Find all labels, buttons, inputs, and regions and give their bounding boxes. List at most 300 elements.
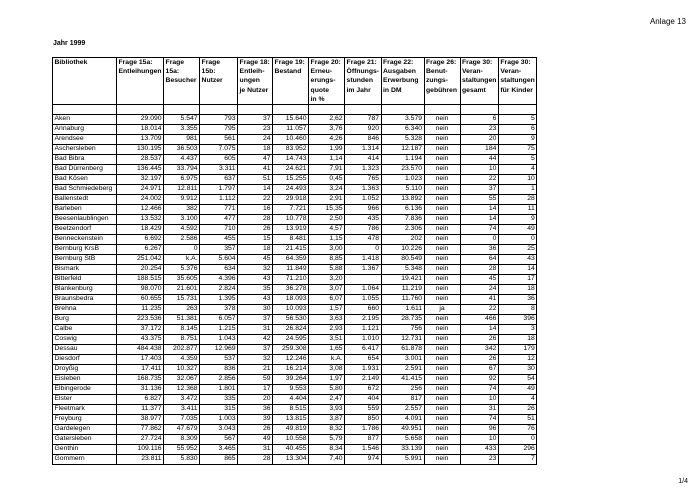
header-line: Entleihungen xyxy=(118,68,162,76)
value-cell: 8,85 xyxy=(309,255,345,265)
value-cell: 18 xyxy=(238,145,273,155)
value-cell: 660 xyxy=(345,305,381,315)
value-cell: 37 xyxy=(238,345,273,355)
value-cell: 15.640 xyxy=(273,115,309,125)
value-cell: 36.278 xyxy=(273,285,309,295)
table-row xyxy=(53,455,537,465)
value-cell: 2.195 xyxy=(345,315,381,325)
value-cell: 12.969 xyxy=(200,345,238,355)
value-cell: 36 xyxy=(498,295,536,305)
table-row xyxy=(53,435,537,445)
header-line: quote xyxy=(310,86,330,94)
value-cell: 836 xyxy=(200,365,238,375)
value-cell: 3,07 xyxy=(309,285,345,295)
library-name-cell: Elbingerode xyxy=(53,385,117,395)
value-cell: 605 xyxy=(200,155,238,165)
table-row xyxy=(53,225,537,235)
value-cell: 27.724 xyxy=(117,435,164,445)
value-cell: 42 xyxy=(238,335,273,345)
table-row xyxy=(53,265,537,275)
value-cell: 16 xyxy=(238,205,273,215)
value-cell: 10.093 xyxy=(273,305,309,315)
table-row xyxy=(53,195,537,205)
value-cell: 202 xyxy=(381,235,424,245)
value-cell: 74 xyxy=(460,415,498,425)
library-name-cell: Annaburg xyxy=(53,125,117,135)
value-cell: 1.064 xyxy=(345,285,381,295)
value-cell: nein xyxy=(424,125,460,135)
library-name-cell: Genthin xyxy=(53,445,117,455)
value-cell: 18 xyxy=(238,245,273,255)
library-name-cell: Braunsbedra xyxy=(53,295,117,305)
value-cell: 2.557 xyxy=(381,405,424,415)
value-cell: 6.057 xyxy=(200,315,238,325)
header-line: Benut- xyxy=(426,68,448,76)
value-cell: 76 xyxy=(498,425,536,435)
value-cell: 4.091 xyxy=(381,415,424,425)
value-cell: 49.819 xyxy=(273,425,309,435)
library-name-cell: Gommern xyxy=(53,455,117,465)
value-cell: nein xyxy=(424,395,460,405)
value-cell: 30 xyxy=(238,305,273,315)
value-cell: 10 xyxy=(460,395,498,405)
library-name-cell: Gardelegen xyxy=(53,425,117,435)
column-header xyxy=(460,58,498,105)
value-cell: 435 xyxy=(345,215,381,225)
value-cell: 2,47 xyxy=(309,395,345,405)
value-cell: 433 xyxy=(460,445,498,455)
value-cell: 15 xyxy=(238,235,273,245)
value-cell: 51 xyxy=(238,175,273,185)
value-cell: 654 xyxy=(345,355,381,365)
table-row xyxy=(53,325,537,335)
table-row xyxy=(53,185,537,195)
value-cell: nein xyxy=(424,135,460,145)
value-cell: 1.611 xyxy=(381,305,424,315)
header-line: Veran- xyxy=(462,68,483,76)
value-cell: 1.931 xyxy=(345,365,381,375)
value-cell: 5.658 xyxy=(381,435,424,445)
header-line: Bestand xyxy=(274,68,302,76)
value-cell: nein xyxy=(424,335,460,345)
value-cell: 26 xyxy=(460,335,498,345)
library-name-cell: Beesenlaublingen xyxy=(53,215,117,225)
header-line: Öffnungs- xyxy=(346,68,380,76)
value-cell: 23 xyxy=(460,455,498,465)
value-cell: nein xyxy=(424,425,460,435)
value-cell: 24 xyxy=(238,135,273,145)
value-cell: 32 xyxy=(238,265,273,275)
value-cell: 13.892 xyxy=(381,195,424,205)
value-cell: 21 xyxy=(238,365,273,375)
value-cell: 168.735 xyxy=(117,375,164,385)
value-cell: 223.536 xyxy=(117,315,164,325)
value-cell: 7.075 xyxy=(200,145,238,155)
value-cell: 6,07 xyxy=(309,295,345,305)
value-cell: 2.856 xyxy=(200,375,238,385)
value-cell: 77.862 xyxy=(117,425,164,435)
value-cell: 41 xyxy=(238,165,273,175)
value-cell: 13.815 xyxy=(273,415,309,425)
value-cell: 188.515 xyxy=(117,275,164,285)
value-cell: nein xyxy=(424,295,460,305)
value-cell: 49.951 xyxy=(381,425,424,435)
value-cell: 29.090 xyxy=(117,115,164,125)
value-cell: 793 xyxy=(200,115,238,125)
value-cell: 2.824 xyxy=(200,285,238,295)
value-cell: 466 xyxy=(460,315,498,325)
value-cell: 59 xyxy=(238,375,273,385)
value-cell: 14 xyxy=(460,325,498,335)
value-cell: 37 xyxy=(238,115,273,125)
value-cell: 404 xyxy=(345,395,381,405)
library-name-cell: Diesdorf xyxy=(53,355,117,365)
value-cell: nein xyxy=(424,145,460,155)
value-cell: 24.621 xyxy=(273,165,309,175)
value-cell: 4 xyxy=(498,395,536,405)
value-cell: 3,87 xyxy=(309,415,345,425)
value-cell: 455 xyxy=(200,235,238,245)
value-cell: 0 xyxy=(460,235,498,245)
value-cell: 5,79 xyxy=(309,435,345,445)
value-cell: 22 xyxy=(460,175,498,185)
value-cell: 26 xyxy=(238,225,273,235)
value-cell: 0 xyxy=(345,245,381,255)
value-cell: 3,20 xyxy=(309,275,345,285)
value-cell: 12.187 xyxy=(381,145,424,155)
value-cell: 1.323 xyxy=(345,165,381,175)
value-cell: 37.172 xyxy=(117,325,164,335)
value-cell: 24.971 xyxy=(117,185,164,195)
value-cell: 3,93 xyxy=(309,405,345,415)
value-cell: 29.918 xyxy=(273,195,309,205)
value-cell: 47 xyxy=(238,155,273,165)
value-cell: 3.465 xyxy=(200,445,238,455)
value-cell: 1,15 xyxy=(309,235,345,245)
value-cell: 49 xyxy=(238,435,273,445)
table-row xyxy=(53,145,537,155)
header-line: Erneu- xyxy=(310,68,333,76)
value-cell: 44 xyxy=(460,155,498,165)
table-row xyxy=(53,305,537,315)
value-cell: 5.376 xyxy=(164,265,200,275)
value-cell: 710 xyxy=(200,225,238,235)
value-cell: 1.112 xyxy=(200,195,238,205)
table-row xyxy=(53,335,537,345)
value-cell: nein xyxy=(424,325,460,335)
value-cell: 13.919 xyxy=(273,225,309,235)
value-cell: nein xyxy=(424,285,460,295)
value-cell: 31.136 xyxy=(117,385,164,395)
header-line: zungs- xyxy=(426,77,448,85)
header-line: gesamt xyxy=(462,86,486,94)
library-name-cell: Bismark xyxy=(53,265,117,275)
value-cell: 35.605 xyxy=(164,275,200,285)
library-name-cell: Aschersleben xyxy=(53,145,117,155)
table-row xyxy=(53,355,537,365)
value-cell: 1.314 xyxy=(345,145,381,155)
value-cell: nein xyxy=(424,445,460,455)
value-cell: 559 xyxy=(345,405,381,415)
table-row xyxy=(53,115,537,125)
value-cell: 17 xyxy=(498,275,536,285)
value-cell: 11.057 xyxy=(273,125,309,135)
value-cell: 1,97 xyxy=(309,375,345,385)
value-cell: 5.991 xyxy=(381,455,424,465)
header-line: Frage 20: xyxy=(310,59,341,66)
value-cell: nein xyxy=(424,165,460,175)
library-name-cell: Brehna xyxy=(53,305,117,315)
value-cell: 31 xyxy=(238,325,273,335)
library-name-cell: Bad Kösen xyxy=(53,175,117,185)
value-cell: 1,65 xyxy=(309,345,345,355)
value-cell: 335 xyxy=(200,395,238,405)
value-cell: 1.367 xyxy=(345,265,381,275)
value-cell: 10.226 xyxy=(381,245,424,255)
table-row xyxy=(53,255,537,265)
header-line: für Kinder xyxy=(500,86,533,94)
value-cell: nein xyxy=(424,275,460,285)
header-line: Frage 21: xyxy=(346,59,377,66)
value-cell: 41.415 xyxy=(381,375,424,385)
header-row xyxy=(53,58,537,105)
value-cell: 98.070 xyxy=(117,285,164,295)
value-cell: 6.340 xyxy=(381,125,424,135)
value-cell: 5.348 xyxy=(381,265,424,275)
value-cell: 10.327 xyxy=(164,365,200,375)
value-cell xyxy=(345,275,381,285)
value-cell: 31 xyxy=(460,405,498,415)
value-cell: 1.052 xyxy=(345,195,381,205)
value-cell: 1.121 xyxy=(345,325,381,335)
header-line: Frage 30: xyxy=(500,59,531,66)
value-cell: nein xyxy=(424,455,460,465)
value-cell: 20 xyxy=(238,395,273,405)
value-cell: 15,35 xyxy=(309,205,345,215)
header-line: Ausgaben xyxy=(383,68,416,76)
value-cell: 7,91 xyxy=(309,165,345,175)
value-cell: 36 xyxy=(238,405,273,415)
value-cell: 8 xyxy=(498,305,536,315)
page-number: 1/4 xyxy=(678,478,688,485)
header-line: staltungen xyxy=(500,77,535,85)
value-cell: 30 xyxy=(498,365,536,375)
value-cell: 672 xyxy=(345,385,381,395)
value-cell: 12.731 xyxy=(381,335,424,345)
value-cell: nein xyxy=(424,385,460,395)
value-cell: 37 xyxy=(460,185,498,195)
value-cell: 184 xyxy=(460,145,498,155)
value-cell: nein xyxy=(424,175,460,185)
column-header xyxy=(309,58,345,105)
value-cell: 6.692 xyxy=(117,235,164,245)
value-cell: 26 xyxy=(498,405,536,415)
library-name-cell: Dessau xyxy=(53,345,117,355)
annex-label: Anlage 13 xyxy=(649,17,686,26)
value-cell: nein xyxy=(424,315,460,325)
header-line: staltungen xyxy=(462,77,497,85)
value-cell: 10 xyxy=(498,175,536,185)
value-cell: 9.553 xyxy=(273,385,309,395)
value-cell: 3,08 xyxy=(309,365,345,375)
value-cell: 11.219 xyxy=(381,285,424,295)
value-cell: 765 xyxy=(345,175,381,185)
value-cell: 5.547 xyxy=(164,115,200,125)
value-cell: 7.836 xyxy=(381,215,424,225)
header-line: Entleih- xyxy=(239,68,265,76)
value-cell: 3,24 xyxy=(309,185,345,195)
value-cell: 21.415 xyxy=(273,245,309,255)
table-row xyxy=(53,445,537,455)
value-cell: 5,80 xyxy=(309,385,345,395)
value-cell: 18.014 xyxy=(117,125,164,135)
library-name-cell: Eisleben xyxy=(53,375,117,385)
value-cell: nein xyxy=(424,405,460,415)
table-row xyxy=(53,205,537,215)
value-cell: 1.055 xyxy=(345,295,381,305)
value-cell: 56.530 xyxy=(273,315,309,325)
value-cell: 4.404 xyxy=(273,395,309,405)
table-row xyxy=(53,405,537,415)
value-cell: 14.743 xyxy=(273,155,309,165)
value-cell: 1.363 xyxy=(345,185,381,195)
value-cell: 3,63 xyxy=(309,315,345,325)
library-name-cell: Aken xyxy=(53,115,117,125)
value-cell: 55.952 xyxy=(164,445,200,455)
value-cell: 2.149 xyxy=(345,375,381,385)
value-cell: nein xyxy=(424,235,460,245)
value-cell: nein xyxy=(424,115,460,125)
value-cell: 15.255 xyxy=(273,175,309,185)
column-header xyxy=(273,58,309,105)
value-cell: nein xyxy=(424,245,460,255)
value-cell: 1.194 xyxy=(381,155,424,165)
value-cell: 1.418 xyxy=(345,255,381,265)
value-cell: 43.375 xyxy=(117,335,164,345)
value-cell: 12.246 xyxy=(273,355,309,365)
value-cell: 4.359 xyxy=(164,355,200,365)
value-cell: 786 xyxy=(345,225,381,235)
value-cell: 5.110 xyxy=(381,185,424,195)
library-name-cell: Coswig xyxy=(53,335,117,345)
value-cell: 11.760 xyxy=(381,295,424,305)
header-line: Frage 26: xyxy=(426,59,457,66)
library-name-cell: Elster xyxy=(53,395,117,405)
value-cell: 49 xyxy=(498,385,536,395)
value-cell: 64 xyxy=(460,255,498,265)
value-cell: 32.197 xyxy=(117,175,164,185)
table-row xyxy=(53,215,537,225)
value-cell: 21.601 xyxy=(164,285,200,295)
library-name-cell: Droyßig xyxy=(53,365,117,375)
value-cell: 414 xyxy=(345,155,381,165)
header-line: in % xyxy=(310,95,325,103)
value-cell: 634 xyxy=(200,265,238,275)
value-cell: 6.417 xyxy=(345,345,381,355)
value-cell: 0,45 xyxy=(309,175,345,185)
value-cell: 28 xyxy=(238,455,273,465)
header-line: Frage 30: xyxy=(462,59,493,66)
value-cell: 10.460 xyxy=(273,135,309,145)
value-cell: 2,62 xyxy=(309,115,345,125)
value-cell: 7 xyxy=(498,455,536,465)
value-cell: 0 xyxy=(164,245,200,255)
value-cell: nein xyxy=(424,415,460,425)
value-cell: 251.042 xyxy=(117,255,164,265)
library-name-cell: Bad Dürrenberg xyxy=(53,165,117,175)
value-cell: nein xyxy=(424,255,460,265)
value-cell: 561 xyxy=(200,135,238,145)
value-cell: 1.003 xyxy=(200,415,238,425)
value-cell: 109.116 xyxy=(117,445,164,455)
header-line: stunden xyxy=(346,77,373,85)
library-name-cell: Arendsee xyxy=(53,135,117,145)
header-line: Frage 18: xyxy=(239,59,270,66)
value-cell: 31 xyxy=(238,445,273,455)
value-cell: 396 xyxy=(498,315,536,325)
value-cell: 6.267 xyxy=(117,245,164,255)
value-cell: 26 xyxy=(238,425,273,435)
value-cell: 3.100 xyxy=(164,215,200,225)
value-cell: 83.952 xyxy=(273,145,309,155)
header-line: im Jahr xyxy=(346,86,371,94)
value-cell: 36.503 xyxy=(164,145,200,155)
value-cell: 28 xyxy=(238,215,273,225)
value-cell: 61.878 xyxy=(381,345,424,355)
value-cell: 22 xyxy=(460,305,498,315)
value-cell: 43 xyxy=(238,275,273,285)
value-cell: nein xyxy=(424,355,460,365)
value-cell: 2,93 xyxy=(309,325,345,335)
value-cell: nein xyxy=(424,365,460,375)
value-cell: 16.214 xyxy=(273,365,309,375)
table-row xyxy=(53,175,537,185)
value-cell: 18.429 xyxy=(117,225,164,235)
value-cell: 39 xyxy=(238,415,273,425)
header-line: Frage 15a: xyxy=(118,59,153,66)
value-cell: 15.731 xyxy=(164,295,200,305)
value-cell: 981 xyxy=(164,135,200,145)
value-cell: 13.532 xyxy=(117,215,164,225)
value-cell: 315 xyxy=(200,405,238,415)
header-line: erungs- xyxy=(310,77,336,85)
value-cell: 3 xyxy=(498,325,536,335)
value-cell: 12.466 xyxy=(117,205,164,215)
value-cell: 10.778 xyxy=(273,215,309,225)
value-cell: 11 xyxy=(498,205,536,215)
table-row xyxy=(53,395,537,405)
header-line: gebühren xyxy=(426,86,457,94)
value-cell: 9 xyxy=(498,215,536,225)
header-line: Frage 22: xyxy=(383,59,414,66)
column-header xyxy=(381,58,424,105)
value-cell: 484.438 xyxy=(117,345,164,355)
value-cell: 130.195 xyxy=(117,145,164,155)
value-cell: 28 xyxy=(498,195,536,205)
table-row xyxy=(53,315,537,325)
value-cell: 14 xyxy=(460,205,498,215)
value-cell: 38.977 xyxy=(117,415,164,425)
header-line: Frage 15b: xyxy=(201,59,221,76)
value-cell: 795 xyxy=(200,125,238,135)
value-cell: nein xyxy=(424,345,460,355)
value-cell: 1.023 xyxy=(381,175,424,185)
value-cell: 1.546 xyxy=(345,445,381,455)
library-name-cell: Ballenstedt xyxy=(53,195,117,205)
library-name-cell: Bad Schmiedeberg xyxy=(53,185,117,195)
value-cell: 26.824 xyxy=(273,325,309,335)
value-cell: 817 xyxy=(381,395,424,405)
